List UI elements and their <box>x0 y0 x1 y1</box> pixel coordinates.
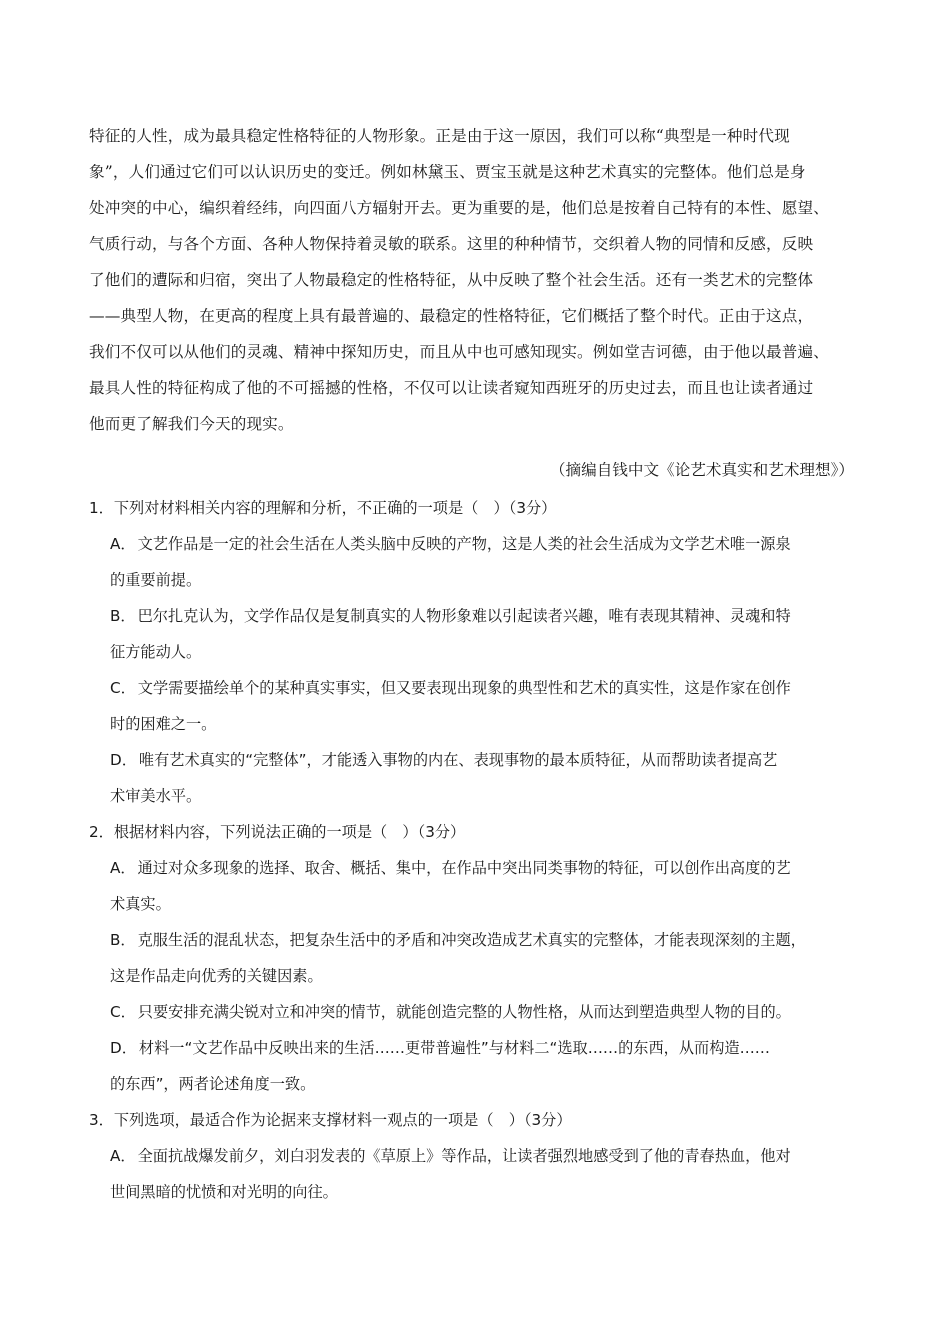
question-1-stem: 1．下列对材料相关内容的理解和分析，不正确的一项是（ ）（3分） <box>89 499 557 517</box>
option-letter: C． <box>110 1003 136 1021</box>
passage-line: 处冲突的中心，编织着经纬，向四面八方辐射开去。更为重要的是，他们总是按着自己特有的本性、愿望、 <box>89 199 829 217</box>
option-text: 全面抗战爆发前夕，刘白羽发表的《草原上》等作品，让读者强烈地感受到了他的青春热血，他对 <box>137 1147 791 1165</box>
question-1-option-c <box>89 670 879 706</box>
option-text: 通过对众多现象的选择、取舍、概括、集中，在作品中突出同类事物的特征，可以创作出高度的艺 <box>137 859 791 877</box>
question-2-option-d <box>89 1030 879 1066</box>
option-text-continued: 这是作品走向优秀的关键因素。 <box>110 967 323 985</box>
question-3-option-a <box>89 1138 879 1174</box>
option-letter: D． <box>110 751 137 769</box>
option-text: 文艺作品是一定的社会生活在人类头脑中反映的产物，这是人类的社会生活成为文学艺术唯一源泉 <box>137 535 791 553</box>
question-2-option-c <box>89 994 879 1030</box>
option-letter: A． <box>110 1147 136 1165</box>
question-2-option-a <box>89 850 879 886</box>
option-text: 只要安排充满尖锐对立和冲突的情节，就能创造完整的人物性格，从而达到塑造典型人物的目的。 <box>137 1003 791 1021</box>
option-letter: C． <box>110 679 136 697</box>
passage-source: （摘编自钱中文《论艺术真实和艺术理想》） <box>549 461 854 479</box>
option-text-continued: 征方能动人。 <box>110 643 202 661</box>
option-text: 唯有艺术真实的“完整体”，才能透入事物的内在、表现事物的最本质特征，从而帮助读者提高艺 <box>138 751 778 769</box>
passage-line: 了他们的遭际和归宿，突出了人物最稳定的性格特征，从中反映了整个社会生活。还有一类艺术的完整体 <box>89 271 814 289</box>
option-text-continued: 的重要前提。 <box>110 571 202 589</box>
passage-line: 最具人性的特征构成了他的不可摇撼的性格，不仅可以让读者窥知西班牙的历史过去，而且也让读者通过 <box>89 379 814 397</box>
question-1-option-a <box>89 526 879 562</box>
option-text-continued: 的东西”，两者论述角度一致。 <box>110 1075 316 1093</box>
passage-line: 我们不仅可以从他们的灵魂、精神中探知历史，而且从中也可感知现实。例如堂吉诃德，由于他以最普遍、 <box>89 343 829 361</box>
question-1-option-b <box>89 598 879 634</box>
option-letter: A． <box>110 859 136 877</box>
question-2-stem: 2．根据材料内容，下列说法正确的一项是（ ）（3分） <box>89 823 466 841</box>
passage-line: 象”，人们通过它们可以认识历史的变迁。例如林黛玉、贾宝玉就是这种艺术真实的完整体。他们总是身 <box>89 163 806 181</box>
option-letter: B． <box>110 931 136 949</box>
passage-line: 他而更了解我们今天的现实。 <box>89 415 294 433</box>
question-1-option-d <box>89 742 879 778</box>
passage-line: 气质行动，与各个方面、各种人物保持着灵敏的联系。这里的种种情节，交织着人物的同情和反感，反映 <box>89 235 814 253</box>
option-text-continued: 时的困难之一。 <box>110 715 217 733</box>
option-letter: B． <box>110 607 136 625</box>
passage-line: 特征的人性，成为最具稳定性格特征的人物形象。正是由于这一原因，我们可以称“典型是一种时代现 <box>89 127 790 145</box>
passage-line: ——典型人物，在更高的程度上具有最普遍的、最稳定的性格特征，它们概括了整个时代。正由于这点， <box>89 307 814 325</box>
question-3-stem: 3．下列选项，最适合作为论据来支撑材料一观点的一项是（ ）（3分） <box>89 1111 572 1129</box>
option-text-continued: 世间黑暗的忧愤和对光明的向往。 <box>110 1183 338 1201</box>
option-text: 克服生活的混乱状态，把复杂生活中的矛盾和冲突改造成艺术真实的完整体，才能表现深刻的主题， <box>137 931 806 949</box>
option-letter: A． <box>110 535 136 553</box>
option-text: 巴尔扎克认为，文学作品仅是复制真实的人物形象难以引起读者兴趣，唯有表现其精神、灵魂和特 <box>137 607 791 625</box>
option-text-continued: 术真实。 <box>110 895 171 913</box>
question-2-option-b <box>89 922 879 958</box>
question-list <box>89 490 879 1210</box>
option-letter: D． <box>110 1039 137 1057</box>
option-text: 文学需要描绘单个的某种真实事实，但又要表现出现象的典型性和艺术的真实性，这是作家在创作 <box>137 679 791 697</box>
reading-passage <box>89 118 869 442</box>
option-text: 材料一“文艺作品中反映出来的生活……更带普遍性”与材料二“选取……的东西，从而构造…… <box>138 1039 770 1057</box>
option-text-continued: 术审美水平。 <box>110 787 202 805</box>
